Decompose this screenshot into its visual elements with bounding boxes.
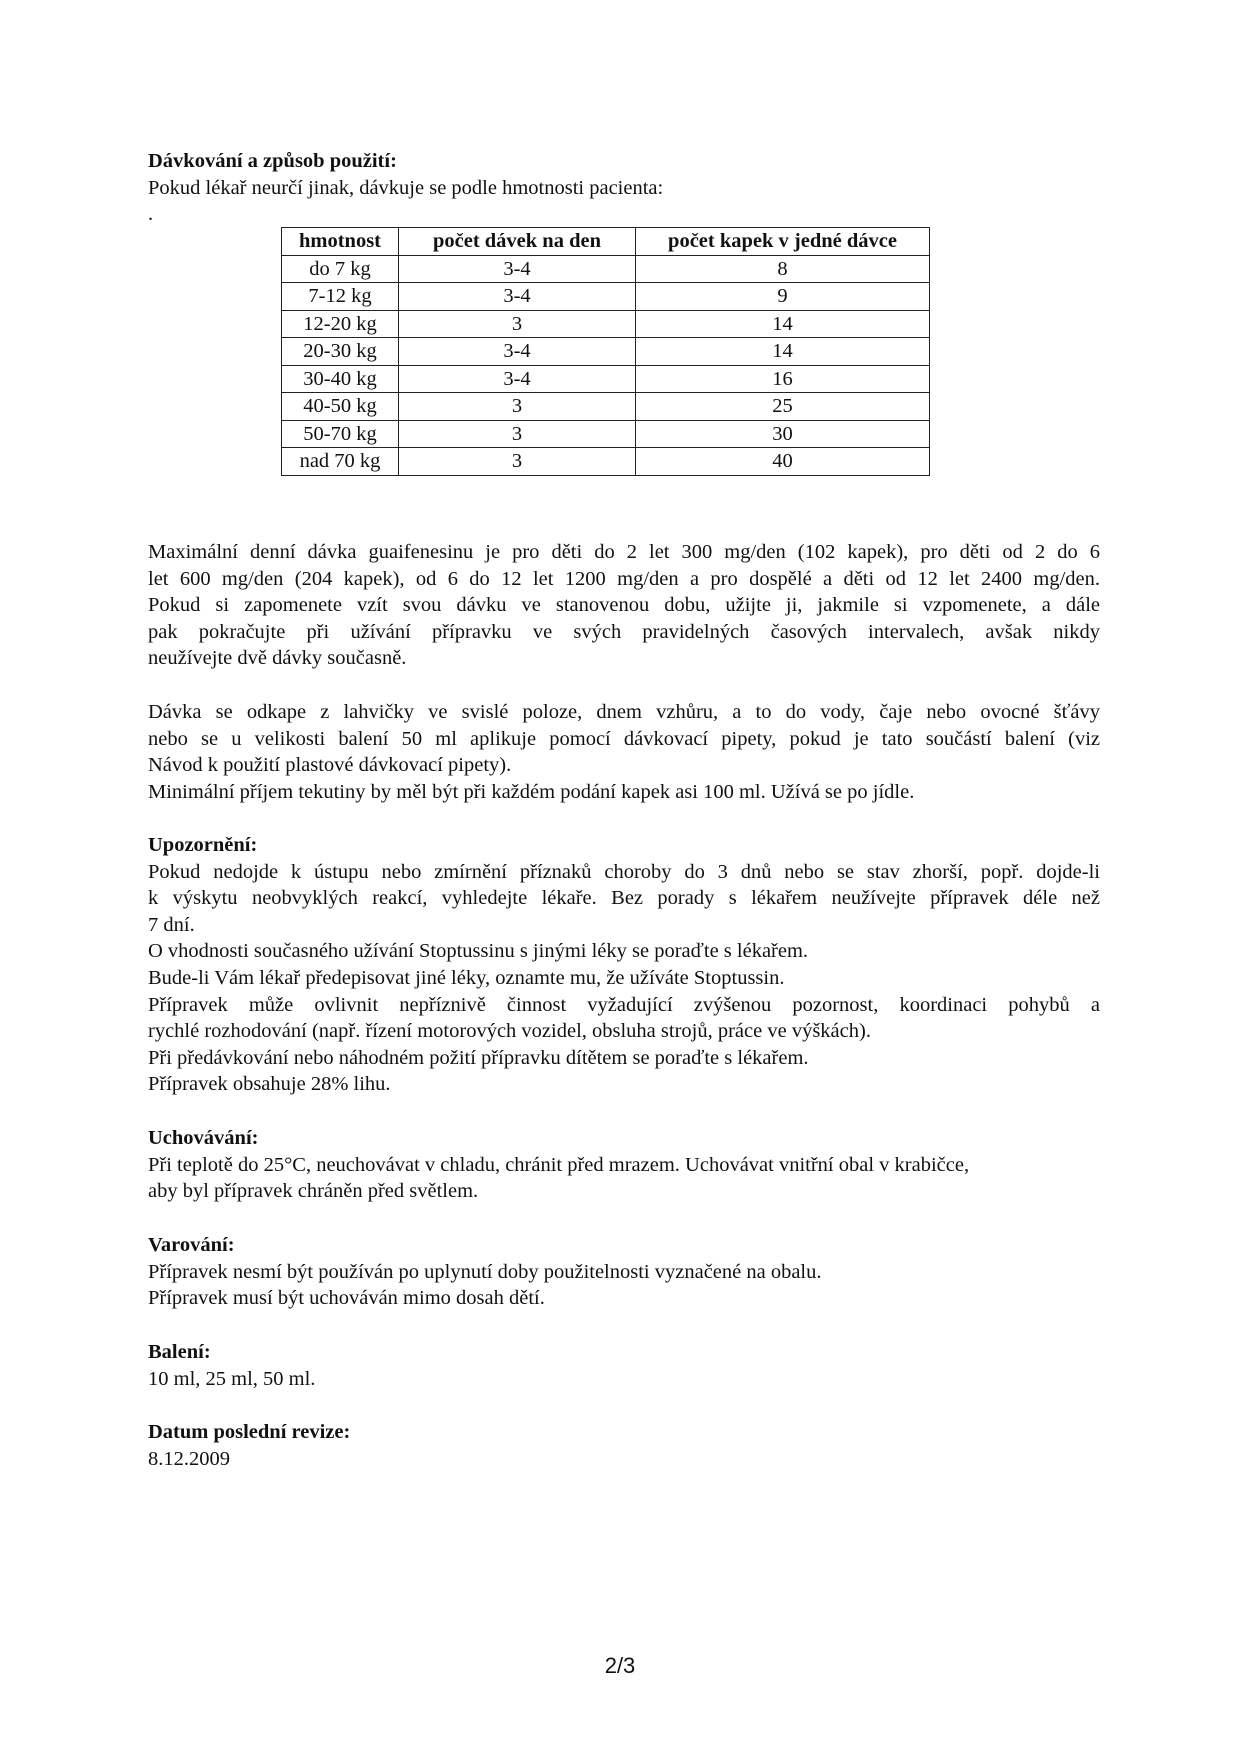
text-line: O vhodnosti současného užívání Stoptussinu s jinými léky se poraďte s lékařem.: [148, 940, 809, 963]
column-header-doses-per-day: počet dávek na den: [399, 228, 636, 256]
drops-per-dose-cell: 8: [636, 255, 930, 283]
dosage-intro: Pokud lékař neurčí jinak, dávkuje se podle hmotnosti pacienta:: [148, 176, 664, 199]
text-line: Při předávkování nebo náhodném požití přípravku dítětem se poraďte s lékařem.: [148, 1046, 809, 1069]
text-line: 7 dní.: [148, 913, 195, 936]
text-line: rychlé rozhodování (např. řízení motorových vozidel, obsluha strojů, práce ve výškách).: [148, 1020, 871, 1043]
text-line: Dávka se odkape z lahvičky ve svislé poloze, dnem vzhůru, a to do vody, čaje nebo ovocné šťávy: [148, 701, 1100, 723]
text-line: Přípravek nesmí být používán po uplynutí doby použitelnosti vyznačené na obalu.: [148, 1260, 822, 1283]
warning-heading: Varování:: [148, 1234, 235, 1256]
text-line: Přípravek může ovlivnit nepříznivě činnost vyžadující zvýšenou pozornost, koordinaci pohybů a: [148, 993, 1100, 1016]
text-line: Pokud nedojde k ústupu nebo zmírnění příznaků choroby do 3 dnů nebo se stav zhorší, popř. dojde-li: [148, 860, 1100, 883]
revision-date: 8.12.2009: [148, 1447, 230, 1470]
text-line: Bude-li Vám lékař předepisovat jiné léky, oznamte mu, že užíváte Stoptussin.: [148, 966, 785, 989]
weight-cell: 50-70 kg: [282, 420, 399, 448]
table-row: [282, 338, 930, 366]
text-line: neužívejte dvě dávky současně.: [148, 647, 407, 670]
doses-per-day-cell: 3-4: [399, 365, 636, 393]
text-line: Přípravek musí být uchováván mimo dosah dětí.: [148, 1287, 545, 1310]
drops-per-dose-cell: 25: [636, 393, 930, 421]
weight-cell: do 7 kg: [282, 255, 399, 283]
weight-cell: 40-50 kg: [282, 393, 399, 421]
text-line: aby byl přípravek chráněn před světlem.: [148, 1180, 479, 1203]
text-line: nebo se u velikosti balení 50 ml aplikuje pomocí dávkovací pipety, pokud je tato součástí balení (viz: [148, 727, 1100, 750]
packaging-value: 10 ml, 25 ml, 50 ml.: [148, 1367, 316, 1390]
weight-cell: 12-20 kg: [282, 310, 399, 338]
packaging-heading: Balení:: [148, 1341, 211, 1363]
revision-section: [148, 1419, 1100, 1472]
text-line: Přípravek obsahuje 28% lihu.: [148, 1073, 391, 1096]
text-line: Pokud si zapomenete vzít svou dávku ve stanovenou dobu, užijte ji, jakmile si vzpomenete, a dále: [148, 594, 1100, 617]
dosage-section: [148, 148, 1100, 228]
table-row: [282, 448, 930, 476]
drops-per-dose-cell: 16: [636, 365, 930, 393]
text-line: Maximální denní dávka guaifenesinu je pro děti do 2 let 300 mg/den (102 kapek), pro děti od 2 do 6: [148, 541, 1100, 563]
administration-paragraph: [148, 699, 1100, 805]
doses-per-day-cell: 3-4: [399, 255, 636, 283]
drops-per-dose-cell: 14: [636, 310, 930, 338]
text-line: Návod k použití plastové dávkovací pipety).: [148, 754, 512, 777]
revision-heading: Datum poslední revize:: [148, 1421, 351, 1443]
table-row: [282, 393, 930, 421]
doses-per-day-cell: 3: [399, 420, 636, 448]
text-line: Minimální příjem tekutiny by měl být při každém podání kapek asi 100 ml. Užívá se po jídle.: [148, 780, 915, 803]
drops-per-dose-cell: 30: [636, 420, 930, 448]
text-line: pak pokračujte při užívání přípravku ve svých pravidelných časových intervalech, avšak nikdy: [148, 620, 1100, 643]
weight-cell: 20-30 kg: [282, 338, 399, 366]
dosage-table: [281, 227, 930, 476]
dosage-heading: Dávkování a způsob použití:: [148, 150, 397, 172]
drops-per-dose-cell: 40: [636, 448, 930, 476]
column-header-weight: hmotnost: [282, 228, 399, 256]
table-row: [282, 310, 930, 338]
doses-per-day-cell: 3: [399, 448, 636, 476]
packaging-section: [148, 1339, 1100, 1392]
table-row: [282, 420, 930, 448]
column-header-drops-per-dose: počet kapek v jedné dávce: [636, 228, 930, 256]
caution-heading: Upozornění:: [148, 834, 258, 856]
doses-per-day-cell: 3-4: [399, 338, 636, 366]
warning-section: [148, 1232, 1100, 1312]
weight-cell: nad 70 kg: [282, 448, 399, 476]
text-line: Při teplotě do 25°C, neuchovávat v chladu, chránit před mrazem. Uchovávat vnitřní obal v krabičce,: [148, 1153, 970, 1176]
table-row: [282, 365, 930, 393]
doses-per-day-cell: 3-4: [399, 283, 636, 311]
doses-per-day-cell: 3: [399, 310, 636, 338]
drops-per-dose-cell: 14: [636, 338, 930, 366]
storage-heading: Uchovávání:: [148, 1127, 259, 1149]
text-line: k výskytu neobvyklých reakcí, vyhledejte lékaře. Bez porady s lékařem neužívejte přípravek déle než: [148, 887, 1100, 910]
text-line: let 600 mg/den (204 kapek), od 6 do 12 let 1200 mg/den a pro dospělé a děti od 12 let 2400 mg/den.: [148, 567, 1100, 590]
weight-cell: 7-12 kg: [282, 283, 399, 311]
drops-per-dose-cell: 9: [636, 283, 930, 311]
table-row: [282, 283, 930, 311]
table-row: [282, 255, 930, 283]
storage-section: [148, 1125, 1100, 1205]
max-dose-paragraph: [148, 539, 1100, 672]
stray-dot: .: [148, 203, 154, 226]
page-number: 2/3: [604, 1653, 636, 1678]
doses-per-day-cell: 3: [399, 393, 636, 421]
table-header-row: [282, 228, 930, 256]
weight-cell: 30-40 kg: [282, 365, 399, 393]
caution-section: [148, 832, 1100, 1098]
